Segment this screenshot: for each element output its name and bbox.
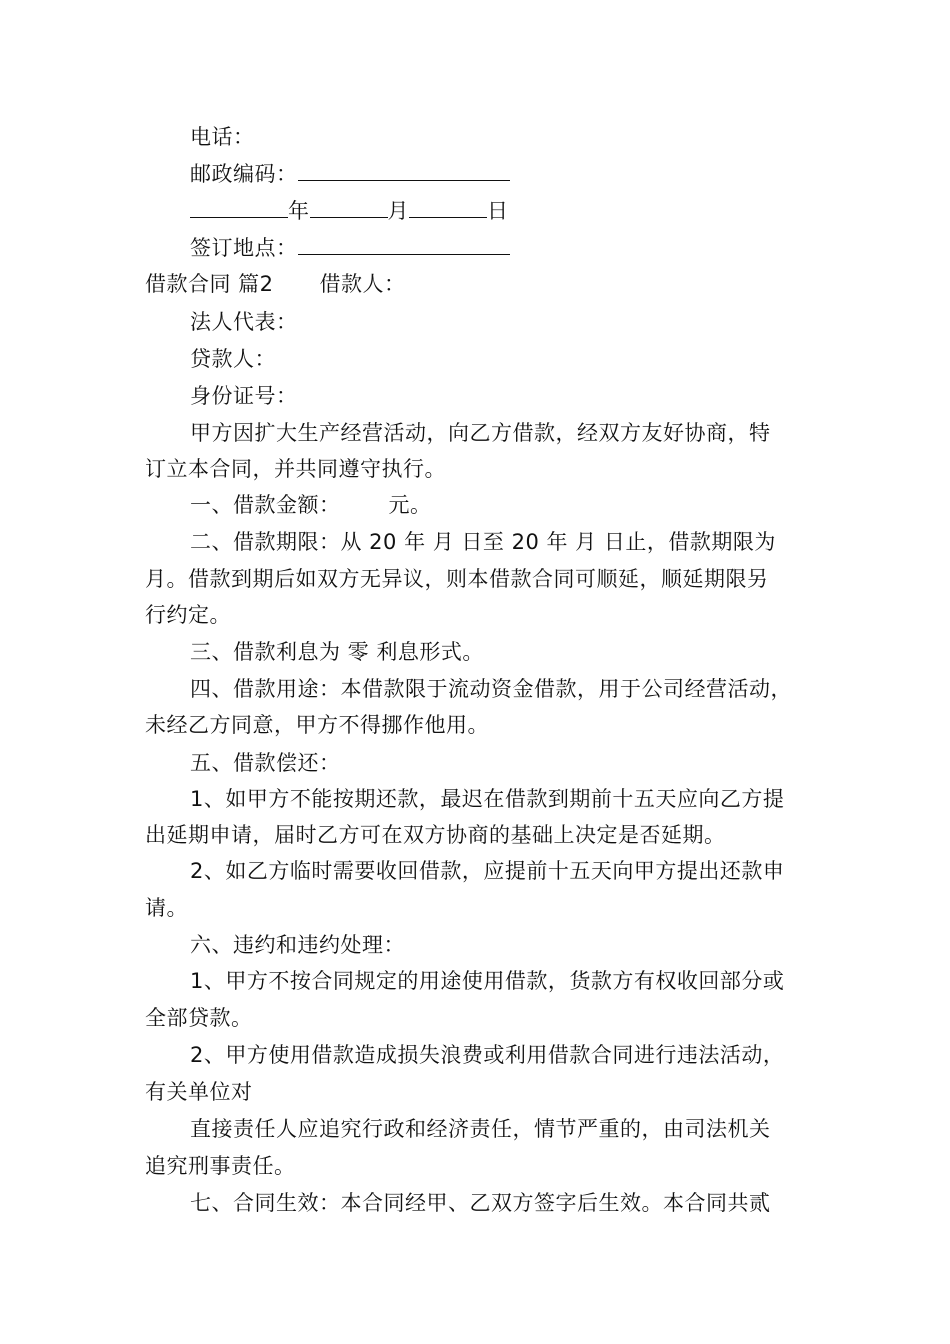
clause-6-1-line: 1、甲方不按合同规定的用途使用借款，货款方有权收回部分或	[190, 969, 785, 993]
sign-place-blank	[298, 232, 510, 255]
clause-6-1-line: 全部贷款。	[145, 1006, 253, 1030]
clause-1-label: 一、借款金额：	[190, 493, 341, 517]
month-label: 月	[387, 199, 409, 223]
postcode-blank	[298, 158, 510, 181]
lender-line	[190, 344, 830, 374]
legal-rep-line	[190, 307, 830, 337]
clause-7-line: 七、合同生效：本合同经甲、乙双方签字后生效。本合同共贰	[190, 1191, 771, 1215]
day-label: 日	[487, 199, 509, 223]
lender-label: 贷款人：	[190, 347, 276, 371]
clause-2-line: 月。借款到期后如双方无异议，则本借款合同可顺延，顺延期限另	[145, 567, 769, 591]
year-label: 年	[288, 199, 310, 223]
clause-2-line: 行约定。	[145, 603, 231, 627]
clause-6-2-line: 有关单位对	[145, 1080, 253, 1104]
clause-6-3-line: 直接责任人应追究行政和经济责任，情节严重的，由司法机关	[190, 1117, 771, 1141]
section-title-line	[145, 269, 825, 299]
clause-1-unit: 元。	[388, 493, 432, 517]
clause-5-1-line: 1、如甲方不能按期还款，最迟在借款到期前十五天应向乙方提	[190, 787, 785, 811]
clause-6-line: 六、违约和违约处理：	[190, 933, 405, 957]
id-label: 身份证号：	[190, 384, 298, 408]
id-line	[190, 381, 830, 411]
clause-5-line: 五、借款偿还：	[190, 751, 341, 775]
clause-5-1-line: 出延期申请，届时乙方可在双方协商的基础上决定是否延期。	[145, 823, 726, 847]
sign-place-label: 签订地点：	[190, 236, 298, 260]
legal-rep-label: 法人代表：	[190, 310, 298, 334]
clause-6-3-line: 追究刑事责任。	[145, 1154, 296, 1178]
month-blank	[310, 195, 388, 218]
paragraph-line: 订立本合同，并共同遵守执行。	[145, 457, 446, 481]
postcode-line	[190, 158, 830, 189]
date-line	[190, 195, 830, 226]
clause-5-2-line: 请。	[145, 896, 188, 920]
clause-6-2-line: 2、甲方使用借款造成损失浪费或利用借款合同进行违法活动，	[190, 1043, 785, 1067]
postcode-label: 邮政编码：	[190, 162, 298, 186]
day-blank	[409, 195, 487, 218]
sign-place-line	[190, 232, 830, 263]
phone-line	[190, 122, 830, 152]
clause-2-line: 二、借款期限：从 20 年 月 日至 20 年 月 日止，借款期限为	[190, 530, 776, 554]
year-blank	[190, 195, 288, 218]
clause-3-line: 三、借款利息为 零 利息形式。	[190, 640, 484, 664]
clause-4-line: 四、借款用途：本借款限于流动资金借款，用于公司经营活动，	[190, 677, 792, 701]
clause-4-line: 未经乙方同意，甲方不得挪作他用。	[145, 713, 489, 737]
clause-1-line	[190, 490, 830, 520]
borrower-label: 借款人：	[319, 272, 406, 296]
clause-5-2-line: 2、如乙方临时需要收回借款，应提前十五天向甲方提出还款申	[190, 859, 785, 883]
phone-label: 电话：	[190, 125, 255, 149]
paragraph-line: 甲方因扩大生产经营活动，向乙方借款，经双方友好协商，特	[190, 421, 771, 445]
section-title: 借款合同 篇2	[145, 272, 274, 296]
